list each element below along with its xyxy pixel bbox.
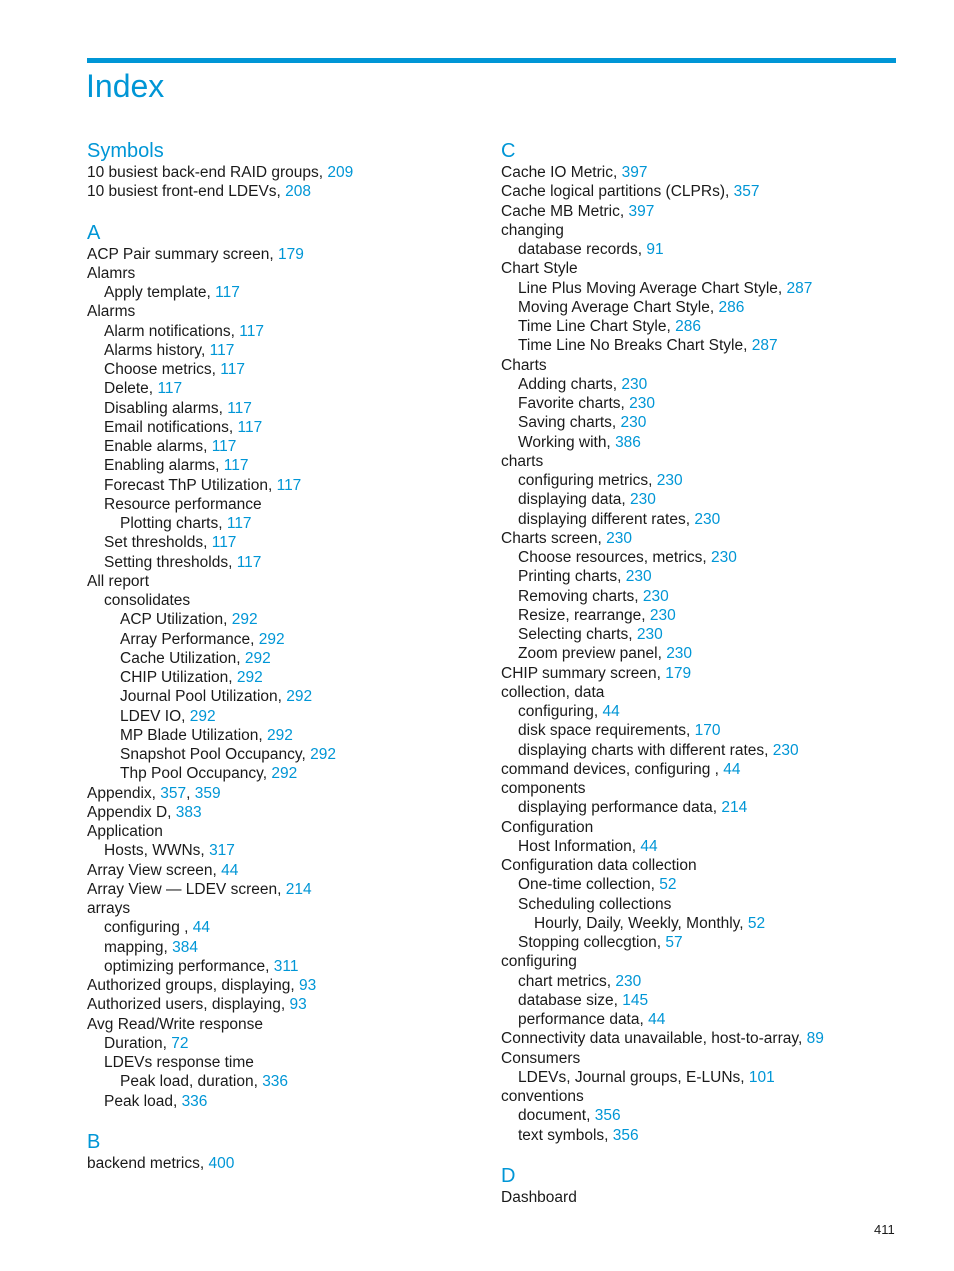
page-link[interactable]: 179 — [277, 245, 304, 263]
index-term: 10 busiest back-end RAID groups, — [87, 164, 324, 181]
index-entry — [87, 630, 507, 649]
page-link[interactable]: 44 — [602, 703, 620, 720]
index-term: LDEVs, Journal groups, E-LUNs, — [518, 1068, 745, 1086]
index-entry — [87, 360, 507, 379]
index-entry — [87, 1092, 507, 1111]
index-entry — [501, 336, 921, 355]
index-term: Choose metrics, — [104, 361, 216, 378]
index-term: consolidates — [104, 592, 191, 609]
index-entry — [87, 341, 507, 360]
header-rule — [87, 58, 896, 63]
index-term: Hosts, WWNs, — [104, 842, 205, 860]
page-number: 411 — [874, 1222, 895, 1237]
index-entry — [87, 437, 507, 456]
index-entry — [501, 587, 921, 606]
index-entry — [87, 418, 507, 437]
index-term: displaying data, — [518, 491, 626, 509]
page-link[interactable]: 230 — [630, 491, 656, 509]
page-link[interactable]: 357 — [733, 183, 760, 201]
page-link[interactable]: 286 — [675, 318, 701, 335]
index-entry — [87, 553, 507, 572]
index-term: command devices, configuring , — [501, 760, 719, 778]
index-entry — [501, 837, 921, 856]
index-term: performance data, — [518, 1011, 644, 1028]
page-link[interactable]: 292 — [286, 688, 313, 706]
page-link[interactable]: 117 — [209, 341, 235, 359]
index-term: Duration, — [104, 1034, 167, 1052]
page-link[interactable]: 117 — [237, 418, 263, 436]
index-entry — [501, 490, 921, 509]
page-link[interactable]: 179 — [665, 664, 692, 682]
page-link[interactable]: 292 — [189, 707, 216, 725]
page-link[interactable]: 230 — [629, 395, 655, 412]
page-link[interactable]: 93 — [289, 996, 307, 1014]
index-entry — [87, 995, 507, 1014]
index-term: Charts — [501, 356, 547, 374]
index-entry — [501, 856, 921, 875]
index-term: Journal Pool Utilization, — [120, 688, 282, 706]
index-term: Resize, rearrange, — [518, 606, 646, 624]
index-entry — [501, 1029, 921, 1048]
index-term: All report — [87, 572, 150, 590]
index-entry — [501, 760, 921, 779]
index-entry — [501, 221, 921, 240]
index-entry — [501, 317, 921, 336]
page-link[interactable]: 230 — [710, 549, 737, 566]
page-link[interactable]: 287 — [751, 337, 778, 355]
index-term: Delete, — [104, 380, 154, 398]
index-entry — [501, 991, 921, 1010]
index-term: Forecast ThP Utilization, — [104, 476, 273, 494]
index-entry — [87, 803, 507, 822]
page-link[interactable]: 117 — [157, 380, 183, 398]
index-entry — [87, 957, 507, 976]
index-term: configuring , — [104, 919, 189, 937]
index-entry — [501, 606, 921, 625]
page-link[interactable]: 383 — [175, 803, 202, 821]
page-link[interactable]: 44 — [192, 919, 211, 937]
page-link[interactable]: 214 — [285, 880, 312, 898]
index-entry — [87, 707, 507, 726]
index-entry — [501, 741, 921, 760]
page-link[interactable]: 101 — [748, 1068, 775, 1086]
index-entry — [87, 918, 507, 937]
page-link[interactable]: 317 — [209, 842, 235, 860]
index-term: Zoom preview panel, — [518, 645, 662, 663]
page-link[interactable]: 230 — [620, 414, 647, 432]
page-link[interactable]: 72 — [171, 1034, 189, 1052]
page-link[interactable]: 52 — [659, 876, 677, 894]
index-entry — [501, 529, 921, 548]
index-entry — [87, 245, 507, 264]
index-entry — [501, 798, 921, 817]
index-entry — [87, 1034, 507, 1053]
index-entry — [87, 495, 507, 514]
page-link[interactable]: 117 — [215, 284, 240, 301]
index-term: Choose resources, metrics, — [518, 549, 707, 566]
page-link[interactable]: 44 — [648, 1011, 666, 1028]
index-entry — [87, 841, 507, 860]
page-link[interactable]: 230 — [615, 972, 642, 990]
index-term: MP Blade Utilization, — [120, 726, 263, 744]
index-term: Alarm notifications, — [104, 322, 235, 340]
index-term: Selecting charts, — [518, 626, 633, 643]
index-term: configuring, — [518, 703, 599, 720]
index-term: Alarms history, — [104, 341, 206, 359]
index-entry — [501, 721, 921, 740]
index-term: Chart Style — [501, 260, 578, 278]
index-term: displaying different rates, — [518, 510, 691, 528]
index-term: Resource performance — [104, 495, 262, 513]
index-term: Consumers — [501, 1049, 581, 1067]
index-term: CHIP Utilization, — [120, 669, 233, 686]
index-entry — [87, 880, 507, 899]
index-entry — [501, 1010, 921, 1029]
index-term: Stopping collecgtion, — [518, 934, 662, 951]
index-term: Plotting charts, — [120, 515, 223, 532]
index-term: Thp Pool Occupancy, — [120, 765, 268, 783]
index-term: configuring metrics, — [518, 472, 653, 489]
index-term: Configuration data collection — [501, 857, 697, 874]
index-entry — [87, 283, 507, 302]
index-term: Set thresholds, — [104, 534, 208, 552]
index-entry — [501, 1087, 921, 1106]
page-link[interactable]: 89 — [806, 1030, 824, 1048]
index-term: Configuration — [501, 818, 594, 836]
index-term: LDEVs response time — [104, 1054, 254, 1071]
index-entry — [501, 625, 921, 644]
index-entry — [501, 471, 921, 490]
index-entry — [501, 259, 921, 278]
index-term: Setting thresholds, — [104, 553, 233, 571]
index-entry — [501, 375, 921, 394]
index-term: chart metrics, — [518, 972, 612, 990]
index-term: Host Information, — [518, 837, 637, 855]
index-term: Connectivity data unavailable, host-to-array, — [501, 1030, 803, 1048]
index-term: database records, — [518, 241, 643, 258]
page-link[interactable]: 117 — [239, 322, 264, 340]
index-term: Dashboard — [501, 1188, 577, 1206]
index-term: Appendix D, — [87, 803, 172, 821]
page-link[interactable]: 292 — [244, 649, 271, 667]
index-term: Snapshot Pool Occupancy, — [120, 746, 306, 763]
page-link[interactable]: 44 — [640, 837, 658, 855]
index-entry — [87, 591, 507, 610]
index-entry — [501, 356, 921, 375]
page-link[interactable]: 292 — [267, 726, 293, 744]
index-entry — [501, 683, 921, 702]
index-term: text symbols, — [518, 1126, 609, 1144]
index-entry — [87, 687, 507, 706]
index-term: ACP Pair summary screen, — [87, 245, 274, 263]
index-entry — [87, 456, 507, 475]
section-heading: A — [87, 221, 101, 244]
page-link[interactable]: 117 — [223, 457, 249, 475]
page-link[interactable]: 117 — [226, 515, 252, 532]
index-entry — [501, 702, 921, 721]
index-term: document, — [518, 1107, 591, 1125]
index-term: Peak load, — [104, 1092, 178, 1110]
section-heading: C — [501, 140, 516, 162]
page-link[interactable]: 230 — [636, 626, 663, 643]
page-link[interactable]: 292 — [236, 669, 263, 686]
index-term: Cache Utilization, — [120, 649, 241, 667]
page-link[interactable]: 356 — [612, 1126, 639, 1144]
page-link[interactable]: 292 — [231, 611, 258, 629]
page-link[interactable]: 117 — [211, 534, 237, 552]
page-link[interactable]: 292 — [271, 765, 298, 783]
page-link[interactable]: 230 — [649, 606, 676, 624]
index-entry — [87, 1072, 507, 1091]
index-entry — [87, 745, 507, 764]
index-term: configuring — [501, 953, 577, 971]
index-entry — [87, 764, 507, 783]
index-entry — [501, 933, 921, 952]
section-heading: B — [87, 1130, 101, 1153]
index-entry — [501, 163, 921, 182]
index-term: Email notifications, — [104, 418, 234, 436]
page-link[interactable]: 117 — [227, 399, 252, 417]
index-term: One-time collection, — [518, 876, 655, 894]
index-term: Disabling alarms, — [104, 399, 223, 417]
page-link[interactable]: 230 — [606, 529, 632, 547]
index-entry — [501, 413, 921, 432]
page-link[interactable]: 400 — [208, 1154, 235, 1172]
index-term: Removing charts, — [518, 587, 639, 605]
index-entry — [501, 818, 921, 837]
page-link[interactable]: 359 — [194, 784, 221, 802]
index-term: ACP Utilization, — [120, 611, 228, 629]
index-column-left — [87, 139, 507, 1173]
index-term: Cache IO Metric, — [501, 164, 618, 181]
index-term: LDEV IO, — [120, 707, 186, 725]
index-entry — [501, 279, 921, 298]
index-entry — [501, 510, 921, 529]
index-term: Array View — LDEV screen, — [87, 880, 282, 898]
index-term: Apply template, — [104, 284, 211, 301]
index-entry — [87, 572, 507, 591]
index-entry — [87, 784, 507, 803]
page-link[interactable]: 93 — [298, 977, 317, 994]
page-link[interactable]: 311 — [273, 957, 299, 975]
index-entry — [87, 861, 507, 880]
index-term: Enabling alarms, — [104, 457, 220, 475]
index-term: Application — [87, 823, 163, 840]
index-entry — [501, 895, 921, 914]
index-term: collection, data — [501, 683, 605, 701]
page-link[interactable]: 386 — [615, 433, 641, 451]
page-link[interactable]: 397 — [628, 202, 655, 220]
index-term: Scheduling collections — [518, 895, 672, 913]
index-entry — [501, 433, 921, 452]
index-entry — [501, 567, 921, 586]
index-term: Moving Average Chart Style, — [518, 298, 715, 316]
index-term: backend metrics, — [87, 1154, 205, 1172]
index-term: Authorized users, displaying, — [87, 996, 286, 1014]
index-entry — [501, 1126, 921, 1145]
page-link[interactable]: 57 — [665, 934, 683, 951]
index-term: conventions — [501, 1088, 584, 1105]
index-term: components — [501, 780, 586, 797]
index-entry — [501, 1106, 921, 1125]
index-term: Hourly, Daily, Weekly, Monthly, — [534, 914, 744, 932]
page-link[interactable]: 44 — [221, 861, 239, 879]
index-entry — [87, 399, 507, 418]
index-entry — [501, 914, 921, 933]
index-entry — [87, 302, 507, 321]
page-link[interactable]: 170 — [694, 722, 721, 740]
index-column-right — [501, 139, 921, 1207]
index-term: CHIP summary screen, — [501, 664, 661, 682]
index-term: Array Performance, — [120, 630, 255, 648]
index-entry — [87, 822, 507, 841]
index-term: Printing charts, — [518, 568, 622, 586]
page-link[interactable]: 230 — [666, 645, 693, 663]
index-entry — [501, 240, 921, 259]
index-entry — [87, 533, 507, 552]
index-term: Array View screen, — [87, 861, 217, 879]
page-link[interactable]: 117 — [211, 438, 237, 455]
index-term: Saving charts, — [518, 414, 617, 432]
index-entry — [87, 976, 507, 995]
page-link[interactable]: 356 — [594, 1107, 621, 1125]
index-entry — [87, 379, 507, 398]
index-term: Working with, — [518, 433, 611, 451]
index-term: arrays — [87, 900, 131, 917]
index-entry — [87, 938, 507, 957]
index-entry — [87, 476, 507, 495]
index-term: mapping, — [104, 938, 168, 956]
index-term: Time Line No Breaks Chart Style, — [518, 337, 748, 355]
index-entry — [501, 644, 921, 663]
page-link[interactable]: 44 — [723, 760, 741, 778]
page-link[interactable]: 397 — [621, 164, 648, 181]
index-entry — [501, 664, 921, 683]
index-entry — [87, 1015, 507, 1034]
page-link[interactable]: 384 — [172, 938, 198, 956]
index-entry — [87, 322, 507, 341]
index-entry — [501, 1049, 921, 1068]
page-link[interactable]: 230 — [656, 472, 683, 489]
index-term: Cache logical partitions (CLPRs), — [501, 183, 730, 201]
index-entry — [501, 875, 921, 894]
page-link[interactable]: 230 — [625, 568, 652, 586]
page-separator: , — [186, 784, 191, 802]
page-link[interactable]: 230 — [772, 741, 799, 759]
index-entry — [87, 182, 507, 201]
index-entry — [501, 779, 921, 798]
index-entry — [87, 649, 507, 668]
page-link[interactable]: 230 — [621, 375, 648, 393]
index-entry — [87, 514, 507, 533]
page-link[interactable]: 230 — [694, 510, 721, 528]
index-term: Adding charts, — [518, 375, 618, 393]
index-entry — [87, 1053, 507, 1072]
page-link[interactable]: 336 — [262, 1073, 289, 1091]
page-link[interactable]: 145 — [622, 991, 649, 1009]
index-entry — [87, 1154, 507, 1173]
page-link[interactable]: 230 — [642, 587, 669, 605]
index-entry — [501, 548, 921, 567]
index-term: Line Plus Moving Average Chart Style, — [518, 279, 783, 297]
index-term: charts — [501, 452, 544, 470]
index-term: displaying performance data, — [518, 799, 718, 817]
index-entry — [501, 1188, 921, 1207]
page-link[interactable]: 209 — [327, 164, 354, 181]
page-link[interactable]: 91 — [646, 241, 664, 258]
index-entry — [501, 952, 921, 971]
page-link[interactable]: 117 — [236, 553, 262, 571]
section-heading: Symbols — [87, 140, 164, 162]
index-term: 10 busiest front-end LDEVs, — [87, 183, 281, 201]
index-term: Peak load, duration, — [120, 1073, 258, 1091]
page-link[interactable]: 117 — [220, 361, 246, 378]
page-link[interactable]: 336 — [181, 1092, 208, 1110]
index-term: Alarms — [87, 303, 136, 321]
index-entry — [501, 202, 921, 221]
index-entry — [501, 394, 921, 413]
page-link[interactable]: 292 — [258, 630, 285, 648]
index-term: Charts screen, — [501, 529, 602, 547]
index-term: disk space requirements, — [518, 722, 691, 740]
index-term: Alamrs — [87, 264, 136, 282]
index-term: Avg Read/Write response — [87, 1015, 264, 1033]
index-term: Cache MB Metric, — [501, 202, 625, 220]
index-entry — [87, 668, 507, 687]
index-entry — [501, 452, 921, 471]
page-link[interactable]: 292 — [310, 746, 337, 763]
page-link[interactable]: 214 — [721, 799, 748, 817]
page-link[interactable]: 52 — [747, 914, 766, 932]
index-entry — [87, 610, 507, 629]
index-entry — [501, 182, 921, 201]
index-term: Authorized groups, displaying, — [87, 977, 295, 994]
index-term: optimizing performance, — [104, 957, 270, 975]
page-link[interactable]: 287 — [786, 279, 813, 297]
index-entry — [501, 298, 921, 317]
page-link[interactable]: 286 — [718, 298, 745, 316]
section-heading: D — [501, 1164, 516, 1187]
index-term: database size, — [518, 991, 618, 1009]
index-term: Time Line Chart Style, — [518, 318, 671, 335]
page-link[interactable]: 208 — [285, 183, 312, 201]
index-term: displaying charts with different rates, — [518, 741, 769, 759]
index-term: Enable alarms, — [104, 438, 208, 455]
index-entry — [501, 1068, 921, 1087]
index-entry — [87, 726, 507, 745]
page-title: Index — [86, 68, 165, 104]
index-entry — [501, 972, 921, 991]
index-entry — [87, 163, 507, 182]
page-link[interactable]: 117 — [276, 476, 302, 494]
index-entry — [87, 899, 507, 918]
index-term: changing — [501, 221, 564, 239]
page-link[interactable]: 357 — [160, 784, 187, 802]
index-term: Appendix, — [87, 784, 156, 802]
index-term: Favorite charts, — [518, 395, 625, 412]
index-entry — [87, 264, 507, 283]
